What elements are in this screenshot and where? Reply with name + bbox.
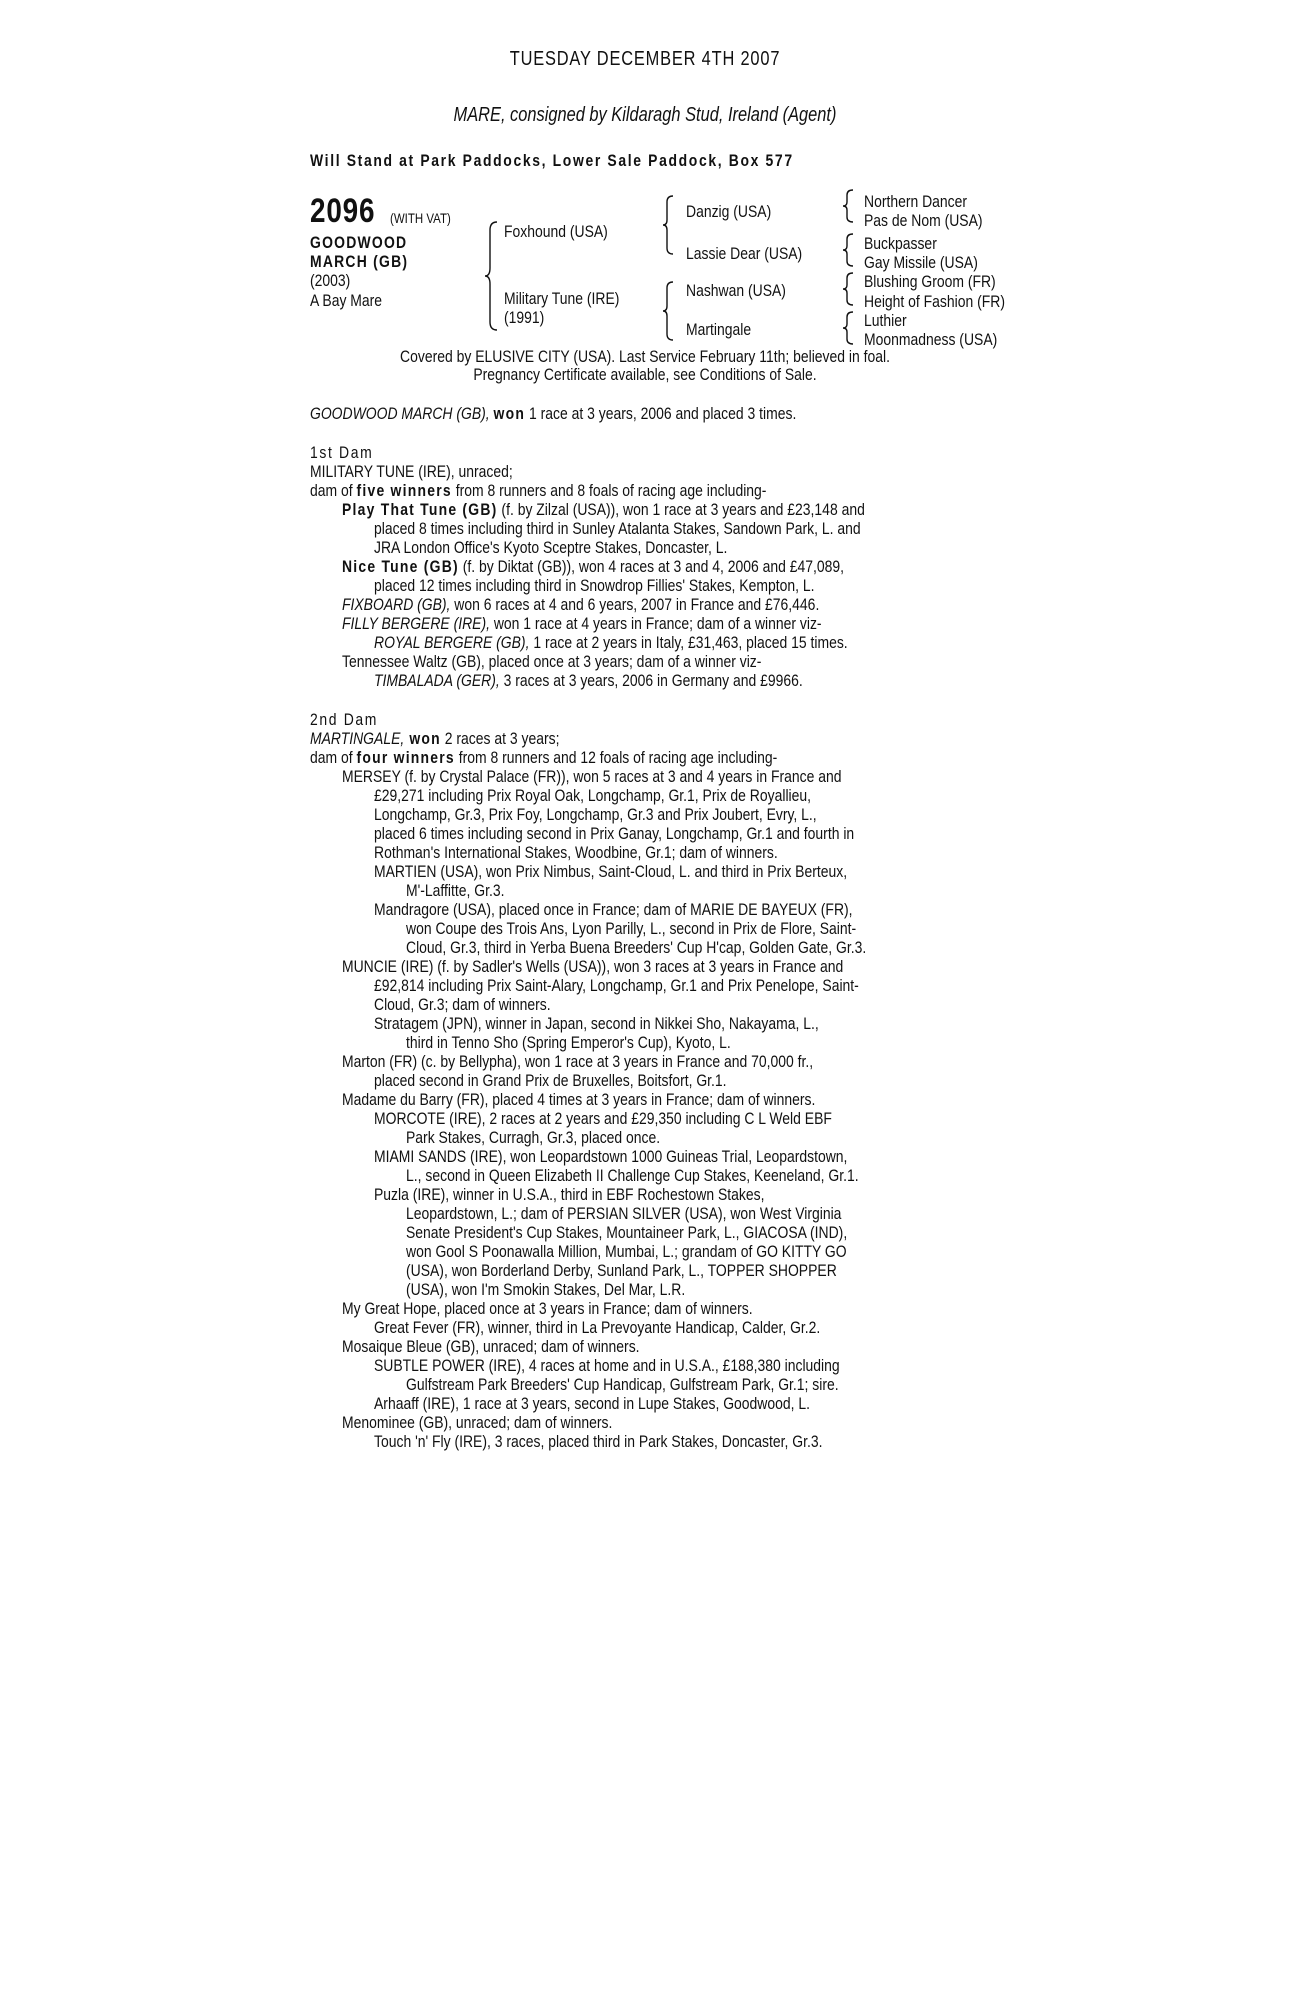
produce-line: won Coupe des Trois Ans, Lyon Parilly, L., second in Prix de Flore, Saint-	[406, 919, 857, 938]
horse-name-line1: GOODWOOD	[310, 233, 408, 252]
ancestor-8: Moonmadness (USA)	[864, 330, 998, 349]
produce-line: MORCOTE (IRE), 2 races at 2 years and £29,350 including C L Weld EBF	[374, 1109, 832, 1128]
vat-note: (WITH VAT)	[390, 210, 451, 226]
sire-line-brace	[663, 196, 675, 254]
produce-entry-cont: placed 8 times including third in Sunley Atalanta Stakes, Sandown Park, L. and	[374, 519, 861, 538]
brace-g1	[843, 190, 855, 222]
first-dam-line1: MILITARY TUNE (IRE), unraced;	[310, 462, 513, 481]
summary-won: won	[493, 404, 526, 423]
progeny-name: Nice Tune (GB)	[342, 557, 459, 576]
produce-entry	[342, 500, 865, 519]
produce-line: placed 6 times including second in Prix Ganay, Longchamp, Gr.1 and fourth in	[374, 824, 855, 843]
produce-line: Gulfstream Park Breeders' Cup Handicap, Gulfstream Park, Gr.1; sire.	[406, 1375, 839, 1394]
produce-line: MUNCIE (IRE) (f. by Sadler's Wells (USA)), won 3 races at 3 years in France and	[342, 957, 844, 976]
produce-line: Mosaique Bleue (GB), unraced; dam of winners.	[342, 1337, 640, 1356]
brace-g3	[843, 273, 855, 305]
produce-line: Touch 'n' Fly (IRE), 3 races, placed third in Park Stakes, Doncaster, Gr.3.	[374, 1432, 823, 1451]
progeny-name: Play That Tune (GB)	[342, 500, 498, 519]
produce-line: won Gool S Poonawalla Million, Mumbai, L.; grandam of GO KITTY GO	[406, 1242, 847, 1261]
produce-line: £92,814 including Prix Saint-Alary, Longchamp, Gr.1 and Prix Penelope, Saint-	[374, 976, 859, 995]
covered-line: Covered by ELUSIVE CITY (USA). Last Service February 11th; believed in foal.	[400, 347, 890, 366]
produce-line: SUBTLE POWER (IRE), 4 races at home and in U.S.A., £188,380 including	[374, 1356, 840, 1375]
first-dam-heading: 1st Dam	[310, 443, 374, 462]
progeny-name: FILLY BERGERE (IRE),	[342, 614, 490, 633]
ancestor-6: Height of Fashion (FR)	[864, 292, 1006, 311]
second-dam-heading: 2nd Dam	[310, 710, 379, 729]
produce-line: MERSEY (f. by Crystal Palace (FR)), won 5 races at 3 and 4 years in France and	[342, 767, 842, 786]
summary-horse-name: GOODWOOD MARCH (GB),	[310, 404, 490, 423]
progeny-name: FIXBOARD (GB),	[342, 595, 451, 614]
winners-count: four winners	[356, 748, 455, 767]
produce-line: MARTIEN (USA), won Prix Nimbus, Saint-Cloud, L. and third in Prix Berteux,	[374, 862, 848, 881]
produce-line: (USA), won I'm Smokin Stakes, Del Mar, L.R.	[406, 1280, 686, 1299]
progeny-text: (f. by Diktat (GB)), won 4 races at 3 and 4, 2006 and £47,089,	[458, 557, 844, 576]
dam-sire: Nashwan (USA)	[686, 281, 786, 300]
sire-dam: Lassie Dear (USA)	[686, 244, 803, 263]
produce-entry: Tennessee Waltz (GB), placed once at 3 years; dam of a winner viz-	[342, 652, 762, 671]
sire-name: Foxhound (USA)	[504, 222, 608, 241]
progeny-text: won 1 race at 4 years in France; dam of a winner viz-	[489, 614, 822, 633]
produce-line: (USA), won Borderland Derby, Sunland Park, L., TOPPER SHOPPER	[406, 1261, 837, 1280]
winners-count: five winners	[356, 481, 452, 500]
dam-name: Military Tune (IRE)	[504, 289, 620, 308]
text-part: from 8 runners and 12 foals of racing age including-	[454, 748, 778, 767]
produce-line: L., second in Queen Elizabeth II Challenge Cup Stakes, Keeneland, Gr.1.	[406, 1166, 859, 1185]
dam-dam: Martingale	[686, 320, 752, 339]
produce-line: M'-Laffitte, Gr.3.	[406, 881, 505, 900]
ancestor-4: Gay Missile (USA)	[864, 253, 978, 272]
progeny-text: (f. by Zilzal (USA)), won 1 race at 3 years and £23,148 and	[497, 500, 865, 519]
lot-number: 2096	[310, 192, 376, 230]
stabling-location: Will Stand at Park Paddocks, Lower Sale Paddock, Box 577	[310, 151, 794, 170]
produce-line: Senate President's Cup Stakes, Mountaineer Park, L., GIACOSA (IND),	[406, 1223, 848, 1242]
sire-dam-brace	[485, 222, 499, 330]
text-part: 2 races at 3 years;	[440, 729, 560, 748]
summary-rest: 1 race at 3 years, 2006 and placed 3 times.	[525, 404, 797, 423]
produce-line: Leopardstown, L.; dam of PERSIAN SILVER (USA), won West Virginia	[406, 1204, 842, 1223]
ancestor-2: Pas de Nom (USA)	[864, 211, 983, 230]
produce-entry	[342, 595, 819, 614]
ancestor-5: Blushing Groom (FR)	[864, 272, 996, 291]
progeny-name: TIMBALADA (GER),	[374, 671, 500, 690]
brace-g4	[843, 312, 855, 344]
consignment-line: MARE, consigned by Kildaragh Stud, Ireland (Agent)	[453, 104, 837, 126]
produce-line: Stratagem (JPN), winner in Japan, second in Nikkei Sho, Nakayama, L.,	[374, 1014, 819, 1033]
produce-line: Great Fever (FR), winner, third in La Prevoyante Handicap, Calder, Gr.2.	[374, 1318, 821, 1337]
text-part: dam of	[310, 481, 357, 500]
produce-line: Longchamp, Gr.3, Prix Foy, Longchamp, Gr.3 and Prix Joubert, Evry, L.,	[374, 805, 817, 824]
produce-entry-sub	[374, 671, 803, 690]
produce-entry-cont: JRA London Office's Kyoto Sceptre Stakes, Doncaster, L.	[374, 538, 728, 557]
produce-line: Mandragore (USA), placed once in France; dam of MARIE DE BAYEUX (FR),	[374, 900, 853, 919]
produce-line: Rothman's International Stakes, Woodbine, Gr.1; dam of winners.	[374, 843, 778, 862]
produce-line: Puzla (IRE), winner in U.S.A., third in EBF Rochestown Stakes,	[374, 1185, 765, 1204]
ancestor-7: Luthier	[864, 311, 907, 330]
produce-line: Menominee (GB), unraced; dam of winners.	[342, 1413, 613, 1432]
text-part: from 8 runners and 8 foals of racing age including-	[451, 481, 767, 500]
brace-g2	[843, 234, 855, 266]
ancestor-1: Northern Dancer	[864, 192, 968, 211]
produce-line: Park Stakes, Curragh, Gr.3, placed once.	[406, 1128, 661, 1147]
won-word: won	[404, 729, 441, 748]
produce-entry	[342, 557, 844, 576]
sale-date: TUESDAY DECEMBER 4TH 2007	[509, 48, 781, 70]
text-part: dam of	[310, 748, 357, 767]
produce-line: MIAMI SANDS (IRE), won Leopardstown 1000 Guineas Trial, Leopardstown,	[374, 1147, 848, 1166]
progeny-name: ROYAL BERGERE (GB),	[374, 633, 530, 652]
horse-name-line2: MARCH (GB)	[310, 252, 409, 271]
produce-line: £29,271 including Prix Royal Oak, Longchamp, Gr.1, Prix de Royallieu,	[374, 786, 812, 805]
produce-entry	[342, 614, 822, 633]
ancestor-3: Buckpasser	[864, 234, 937, 253]
produce-line: placed second in Grand Prix de Bruxelles, Boitsfort, Gr.1.	[374, 1071, 727, 1090]
foaling-year: (2003)	[310, 271, 351, 290]
sire-sire: Danzig (USA)	[686, 202, 772, 221]
produce-line: Marton (FR) (c. by Bellypha), won 1 race at 3 years in France and 70,000 fr.,	[342, 1052, 814, 1071]
progeny-text: 1 race at 2 years in Italy, £31,463, placed 15 times.	[529, 633, 848, 652]
produce-line: Cloud, Gr.3, third in Yerba Buena Breeders' Cup H'cap, Golden Gate, Gr.3.	[406, 938, 867, 957]
horse-description: A Bay Mare	[310, 291, 383, 310]
pregnancy-line: Pregnancy Certificate available, see Conditions of Sale.	[473, 365, 817, 384]
progeny-text: 3 races at 3 years, 2006 in Germany and £9966.	[499, 671, 803, 690]
produce-entry-sub	[374, 633, 848, 652]
produce-line: Madame du Barry (FR), placed 4 times at 3 years in France; dam of winners.	[342, 1090, 816, 1109]
dam-foaled: (1991)	[504, 308, 545, 327]
produce-line: My Great Hope, placed once at 3 years in France; dam of winners.	[342, 1299, 753, 1318]
second-dam-line1	[310, 729, 559, 748]
dam-line-brace	[663, 282, 675, 340]
produce-line: Arhaaff (IRE), 1 race at 3 years, second in Lupe Stakes, Goodwood, L.	[374, 1394, 811, 1413]
produce-line: Cloud, Gr.3; dam of winners.	[374, 995, 551, 1014]
produce-entry-cont: placed 12 times including third in Snowdrop Fillies' Stakes, Kempton, L.	[374, 576, 815, 595]
produce-line: third in Tenno Sho (Spring Emperor's Cup), Kyoto, L.	[406, 1033, 731, 1052]
dam-name: MARTINGALE,	[310, 729, 405, 748]
first-dam-line2	[310, 481, 766, 500]
race-summary	[310, 404, 796, 423]
second-dam-line2	[310, 748, 777, 767]
progeny-text: won 6 races at 4 and 6 years, 2007 in France and £76,446.	[450, 595, 820, 614]
